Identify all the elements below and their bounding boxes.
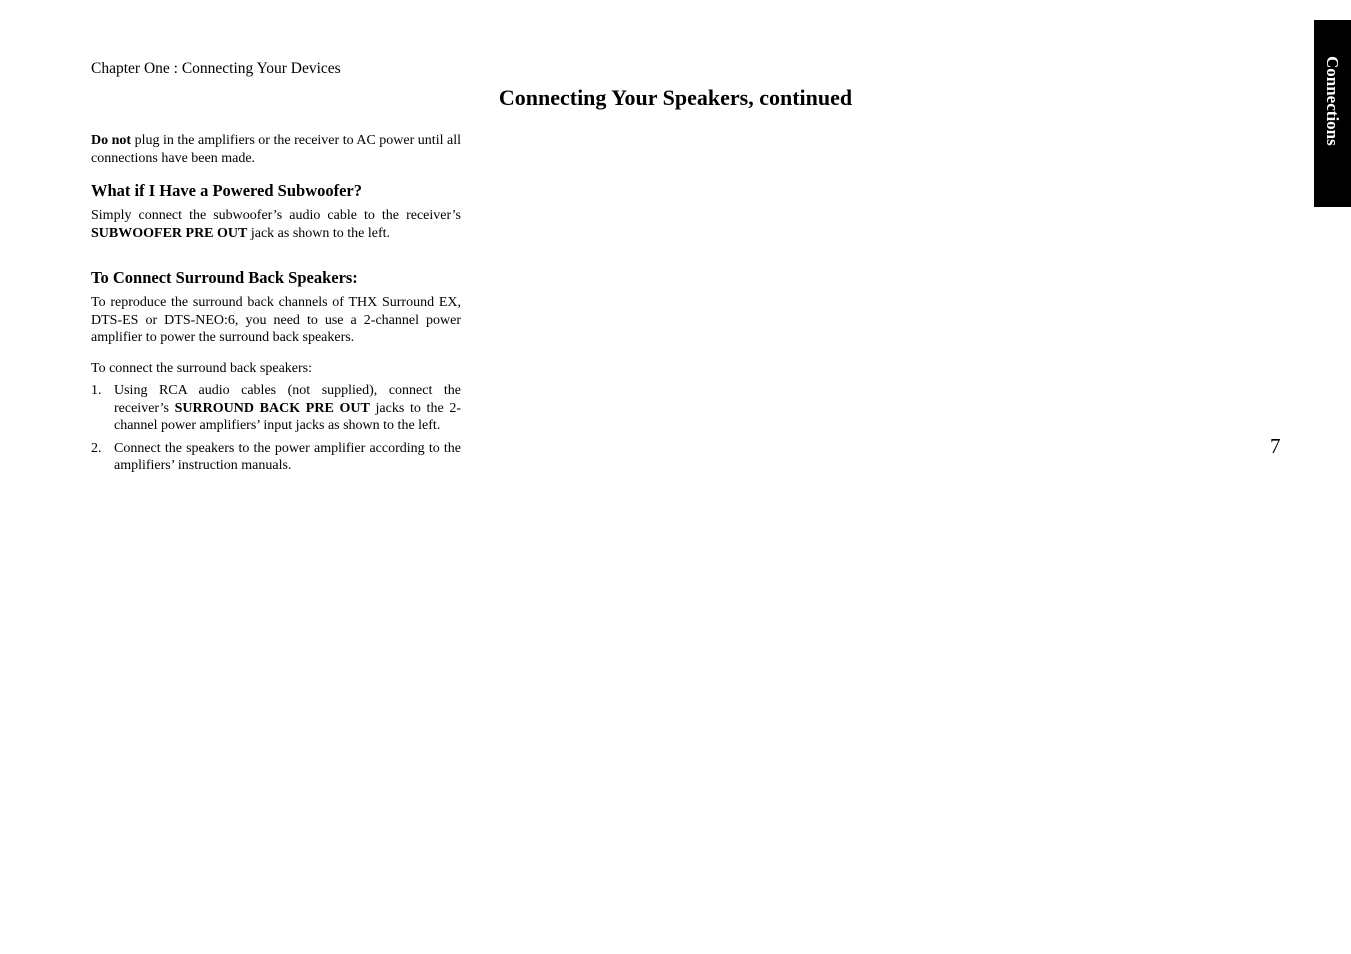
step-number: 1. <box>91 383 102 398</box>
side-tab-label: Connections <box>1323 56 1342 146</box>
warning-text: plug in the amplifiers or the receiver to AC power until all connections have been made. <box>91 133 461 166</box>
page-title <box>0 84 1351 112</box>
warning-bold: Do not <box>91 133 132 148</box>
page-number: 7 <box>1270 434 1281 458</box>
step-item <box>91 440 461 475</box>
section-side-tab <box>1314 20 1351 207</box>
subwoofer-paragraph <box>91 207 461 242</box>
step-text: Connect the speakers to the power amplifier according to the amplifiers’ instruction manuals. <box>114 440 461 473</box>
surround-back-heading: To Connect Surround Back Speakers: <box>91 268 358 287</box>
step-item <box>91 382 461 435</box>
steps-list <box>91 382 461 475</box>
subwoofer-text-before: Simply connect the subwoofer’s audio cable to the receiver’s <box>91 208 461 223</box>
warning-paragraph <box>91 132 461 167</box>
step-text-after: jacks to the 2-channel power amplifiers’ input jacks as shown to the left. <box>114 400 462 433</box>
step-text-before: Using RCA audio cables (not supplied), connect the receiver’s <box>114 383 461 416</box>
steps-intro: To connect the surround back speakers: <box>91 360 312 376</box>
chapter-header: Chapter One : Connecting Your Devices <box>91 60 341 77</box>
step-jack-name: SURROUND BACK PRE OUT <box>174 400 370 416</box>
subwoofer-heading: What if I Have a Powered Subwoofer? <box>91 181 363 200</box>
surround-back-intro: To reproduce the surround back channels of THX Surround EX, DTS-ES or DTS-NEO:6, you need to use a 2-channel power amplifier to power the surround back speakers. <box>91 295 461 345</box>
left-column <box>91 132 461 480</box>
page-title-text: Connecting Your Speakers, continued <box>498 85 853 110</box>
subwoofer-text-after: jack as shown to the left. <box>247 225 391 241</box>
subwoofer-jack-name: SUBWOOFER PRE OUT <box>91 225 248 241</box>
step-number: 2. <box>91 440 102 456</box>
